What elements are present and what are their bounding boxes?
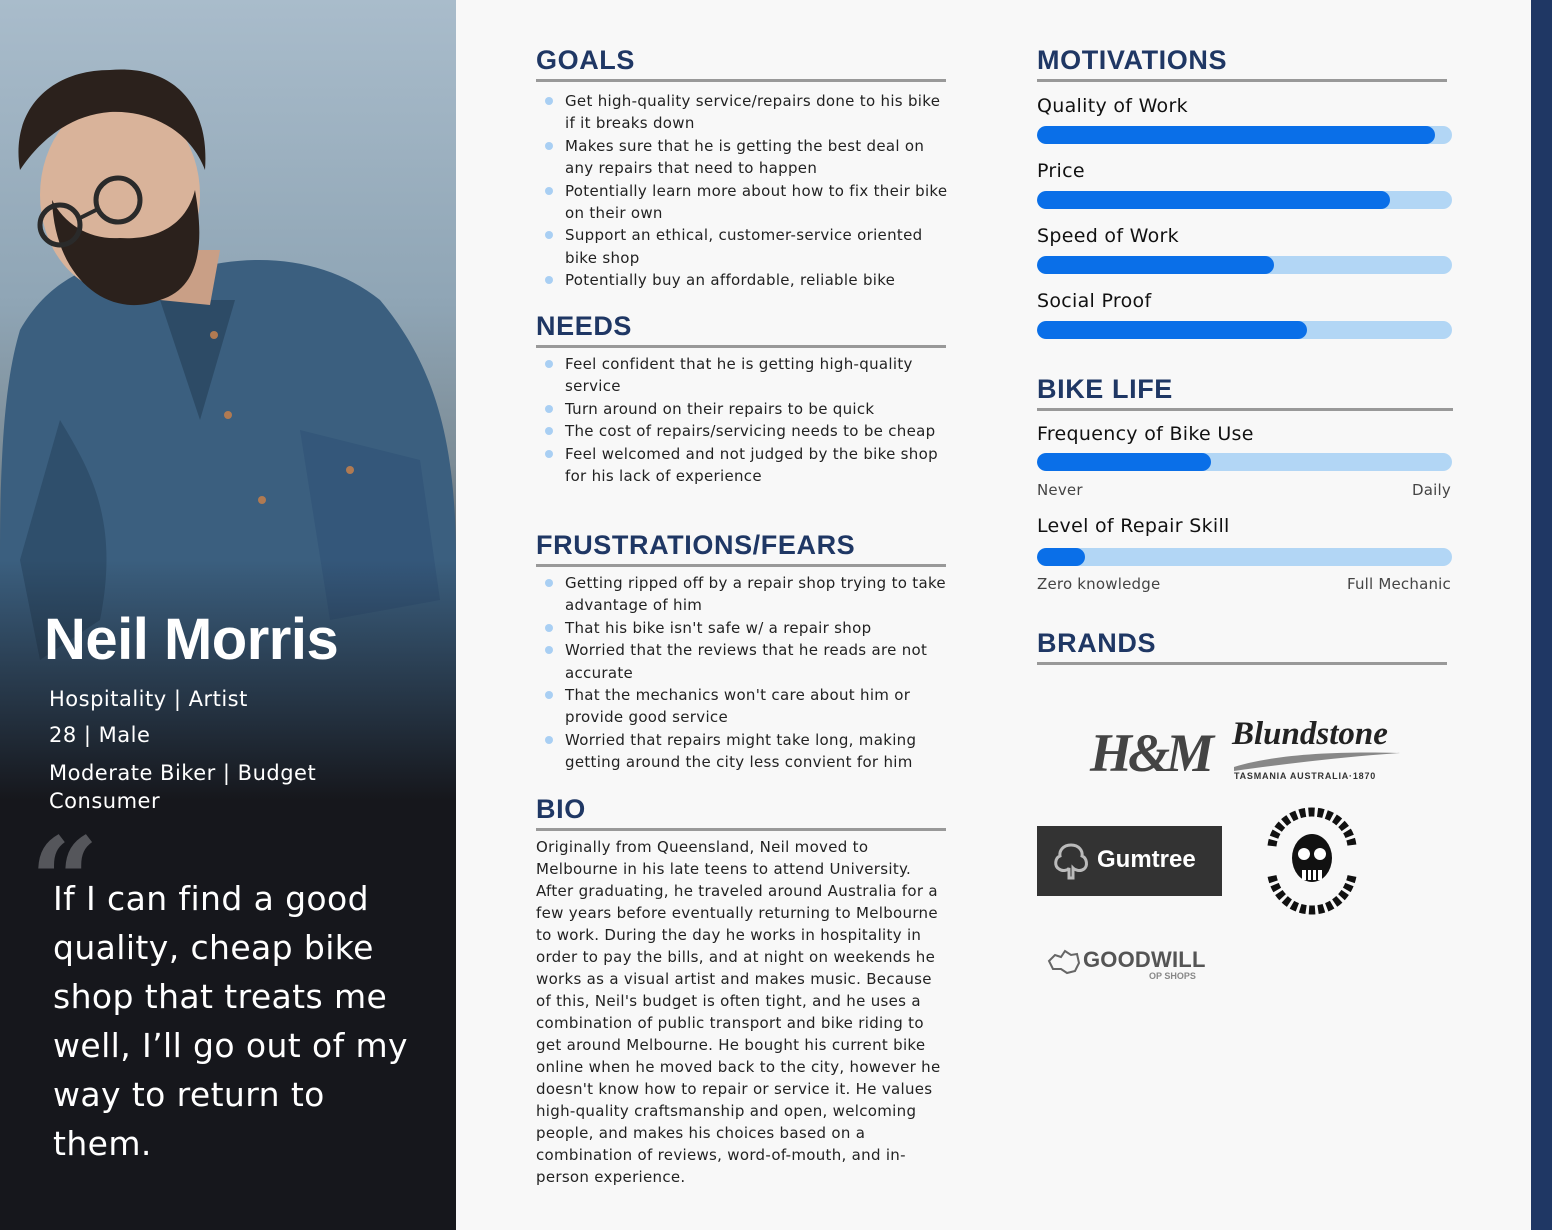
brands-rule [1037,662,1447,665]
blundstone-logo [1232,716,1412,781]
repair-skill-min-label: Zero knowledge [1037,575,1161,593]
frustrations-list [536,572,948,774]
goodwill-tagline: OP SHOPS [1149,971,1196,981]
blundstone-wordmark: Blundstone [1232,716,1388,752]
persona-panel [0,0,456,1230]
motivations-section [1037,45,1447,82]
motivation-label-quality: Quality of Work [1037,95,1188,117]
motivations-rule [1037,79,1447,82]
bike-life-bar-fill [1037,548,1085,566]
list-item: Get high-quality service/repairs done to his bike if it breaks down [536,90,948,135]
quote-mark-icon: “ [30,811,100,952]
motivation-bar-fill [1037,191,1390,209]
right-edge-stripe [1531,0,1552,1230]
bike-life-rule [1037,408,1453,411]
bio-section [536,794,946,831]
bio-rule [536,828,946,831]
list-item: Makes sure that he is getting the best deal on any repairs that need to happen [536,135,948,180]
motivation-bar-price [1037,191,1452,209]
persona-quote: If I can find a good quality, cheap bike shop that treats me well, I’ll go out of my way to return to them. [53,879,408,1163]
frequency-min-label: Never [1037,481,1083,499]
persona-age-gender: 28 | Male [49,723,151,747]
frustrations-section [536,530,946,567]
needs-list [536,353,948,487]
bike-life-heading: BIKE LIFE [1037,374,1173,404]
list-item: Feel welcomed and not judged by the bike shop for his lack of experience [536,443,948,488]
needs-section [536,311,946,348]
persona-photo [0,0,456,800]
australia-map-icon [1047,949,1081,975]
hm-logo: H&M [1090,723,1211,783]
repair-skill-max-label: Full Mechanic [1346,575,1451,593]
list-item: Feel confident that he is getting high-quality service [536,353,948,398]
motivation-label-speed: Speed of Work [1037,225,1179,247]
motivation-bar-fill [1037,126,1435,144]
bike-life-bar-frequency [1037,453,1452,471]
skull-badge-icon [1262,806,1362,916]
frequency-max-label: Daily [1412,481,1451,499]
motivation-bar-quality [1037,126,1452,144]
goals-heading: GOALS [536,45,636,75]
goals-rule [536,79,946,82]
blundstone-tagline: TASMANIA AUSTRALIA·1870 [1234,771,1377,781]
list-item: That the mechanics won't care about him or provide good service [536,684,948,729]
bike-life-bar-repair-skill [1037,548,1452,566]
brands-section [1037,628,1447,665]
frustrations-heading: FRUSTRATIONS/FEARS [536,530,856,560]
list-item: Worried that the reviews that he reads are not accurate [536,639,948,684]
list-item: That his bike isn't safe w/ a repair shop [536,617,948,639]
motivation-label-price: Price [1037,160,1085,182]
motivation-bar-social-proof [1037,321,1452,339]
bio-text: Originally from Queensland, Neil moved to Melbourne in his late teens to attend University. After graduating, he traveled around Australia for a few years before eventually returning to Melbourne to work. During the day he works in hospitality in order to pay the bills, and at night on weekends he works as a visual artist and makes music. Because of this, Neil's budget is often tight, and he uses a combination of public transport and bike riding to get around Melbourne. He bought his current bike online when he moved back to the city, however he doesn't know how to repair or service it. He values high-quality craftsmanship and open, welcoming people, and makes his choices based on a combination of reviews, word-of-mouth, and in-person experience. [536,838,941,1186]
frustrations-rule [536,564,946,567]
motivation-bar-fill [1037,256,1274,274]
motivation-label-social-proof: Social Proof [1037,290,1152,312]
gumtree-wordmark: Gumtree [1097,846,1196,873]
list-item: The cost of repairs/servicing needs to be cheap [536,420,948,442]
bike-life-label-frequency: Frequency of Bike Use [1037,423,1254,445]
gumtree-logo [1037,826,1222,896]
needs-rule [536,345,946,348]
bio-heading: BIO [536,794,586,824]
goals-section [536,45,946,82]
goodwill-logo [1047,945,1217,985]
list-item: Worried that repairs might take long, making getting around the city less convient for him [536,729,948,774]
bike-life-bar-fill [1037,453,1211,471]
gumtree-tree-icon [1051,841,1091,881]
list-item: Potentially learn more about how to fix their bike on their own [536,180,948,225]
persona-photo-illustration [0,0,456,800]
list-item: Potentially buy an affordable, reliable bike [536,269,948,291]
bike-life-label-repair-skill: Level of Repair Skill [1037,515,1230,537]
needs-heading: NEEDS [536,311,633,341]
list-item: Getting ripped off by a repair shop trying to take advantage of him [536,572,948,617]
motivation-bar-fill [1037,321,1307,339]
brands-heading: BRANDS [1037,628,1157,658]
coffee-roasters-logo [1262,806,1372,916]
motivations-heading: MOTIVATIONS [1037,45,1228,75]
persona-type: Moderate Biker | Budget Consumer [49,761,317,813]
persona-occupation: Hospitality | Artist [49,687,248,711]
list-item: Turn around on their repairs to be quick [536,398,948,420]
list-item: Support an ethical, customer-service oriented bike shop [536,224,948,269]
motivation-bar-speed [1037,256,1452,274]
bike-life-section [1037,374,1453,411]
goodwill-wordmark: GOODWILL [1083,947,1206,972]
goals-list [536,90,948,292]
persona-name: Neil Morris [44,607,339,672]
